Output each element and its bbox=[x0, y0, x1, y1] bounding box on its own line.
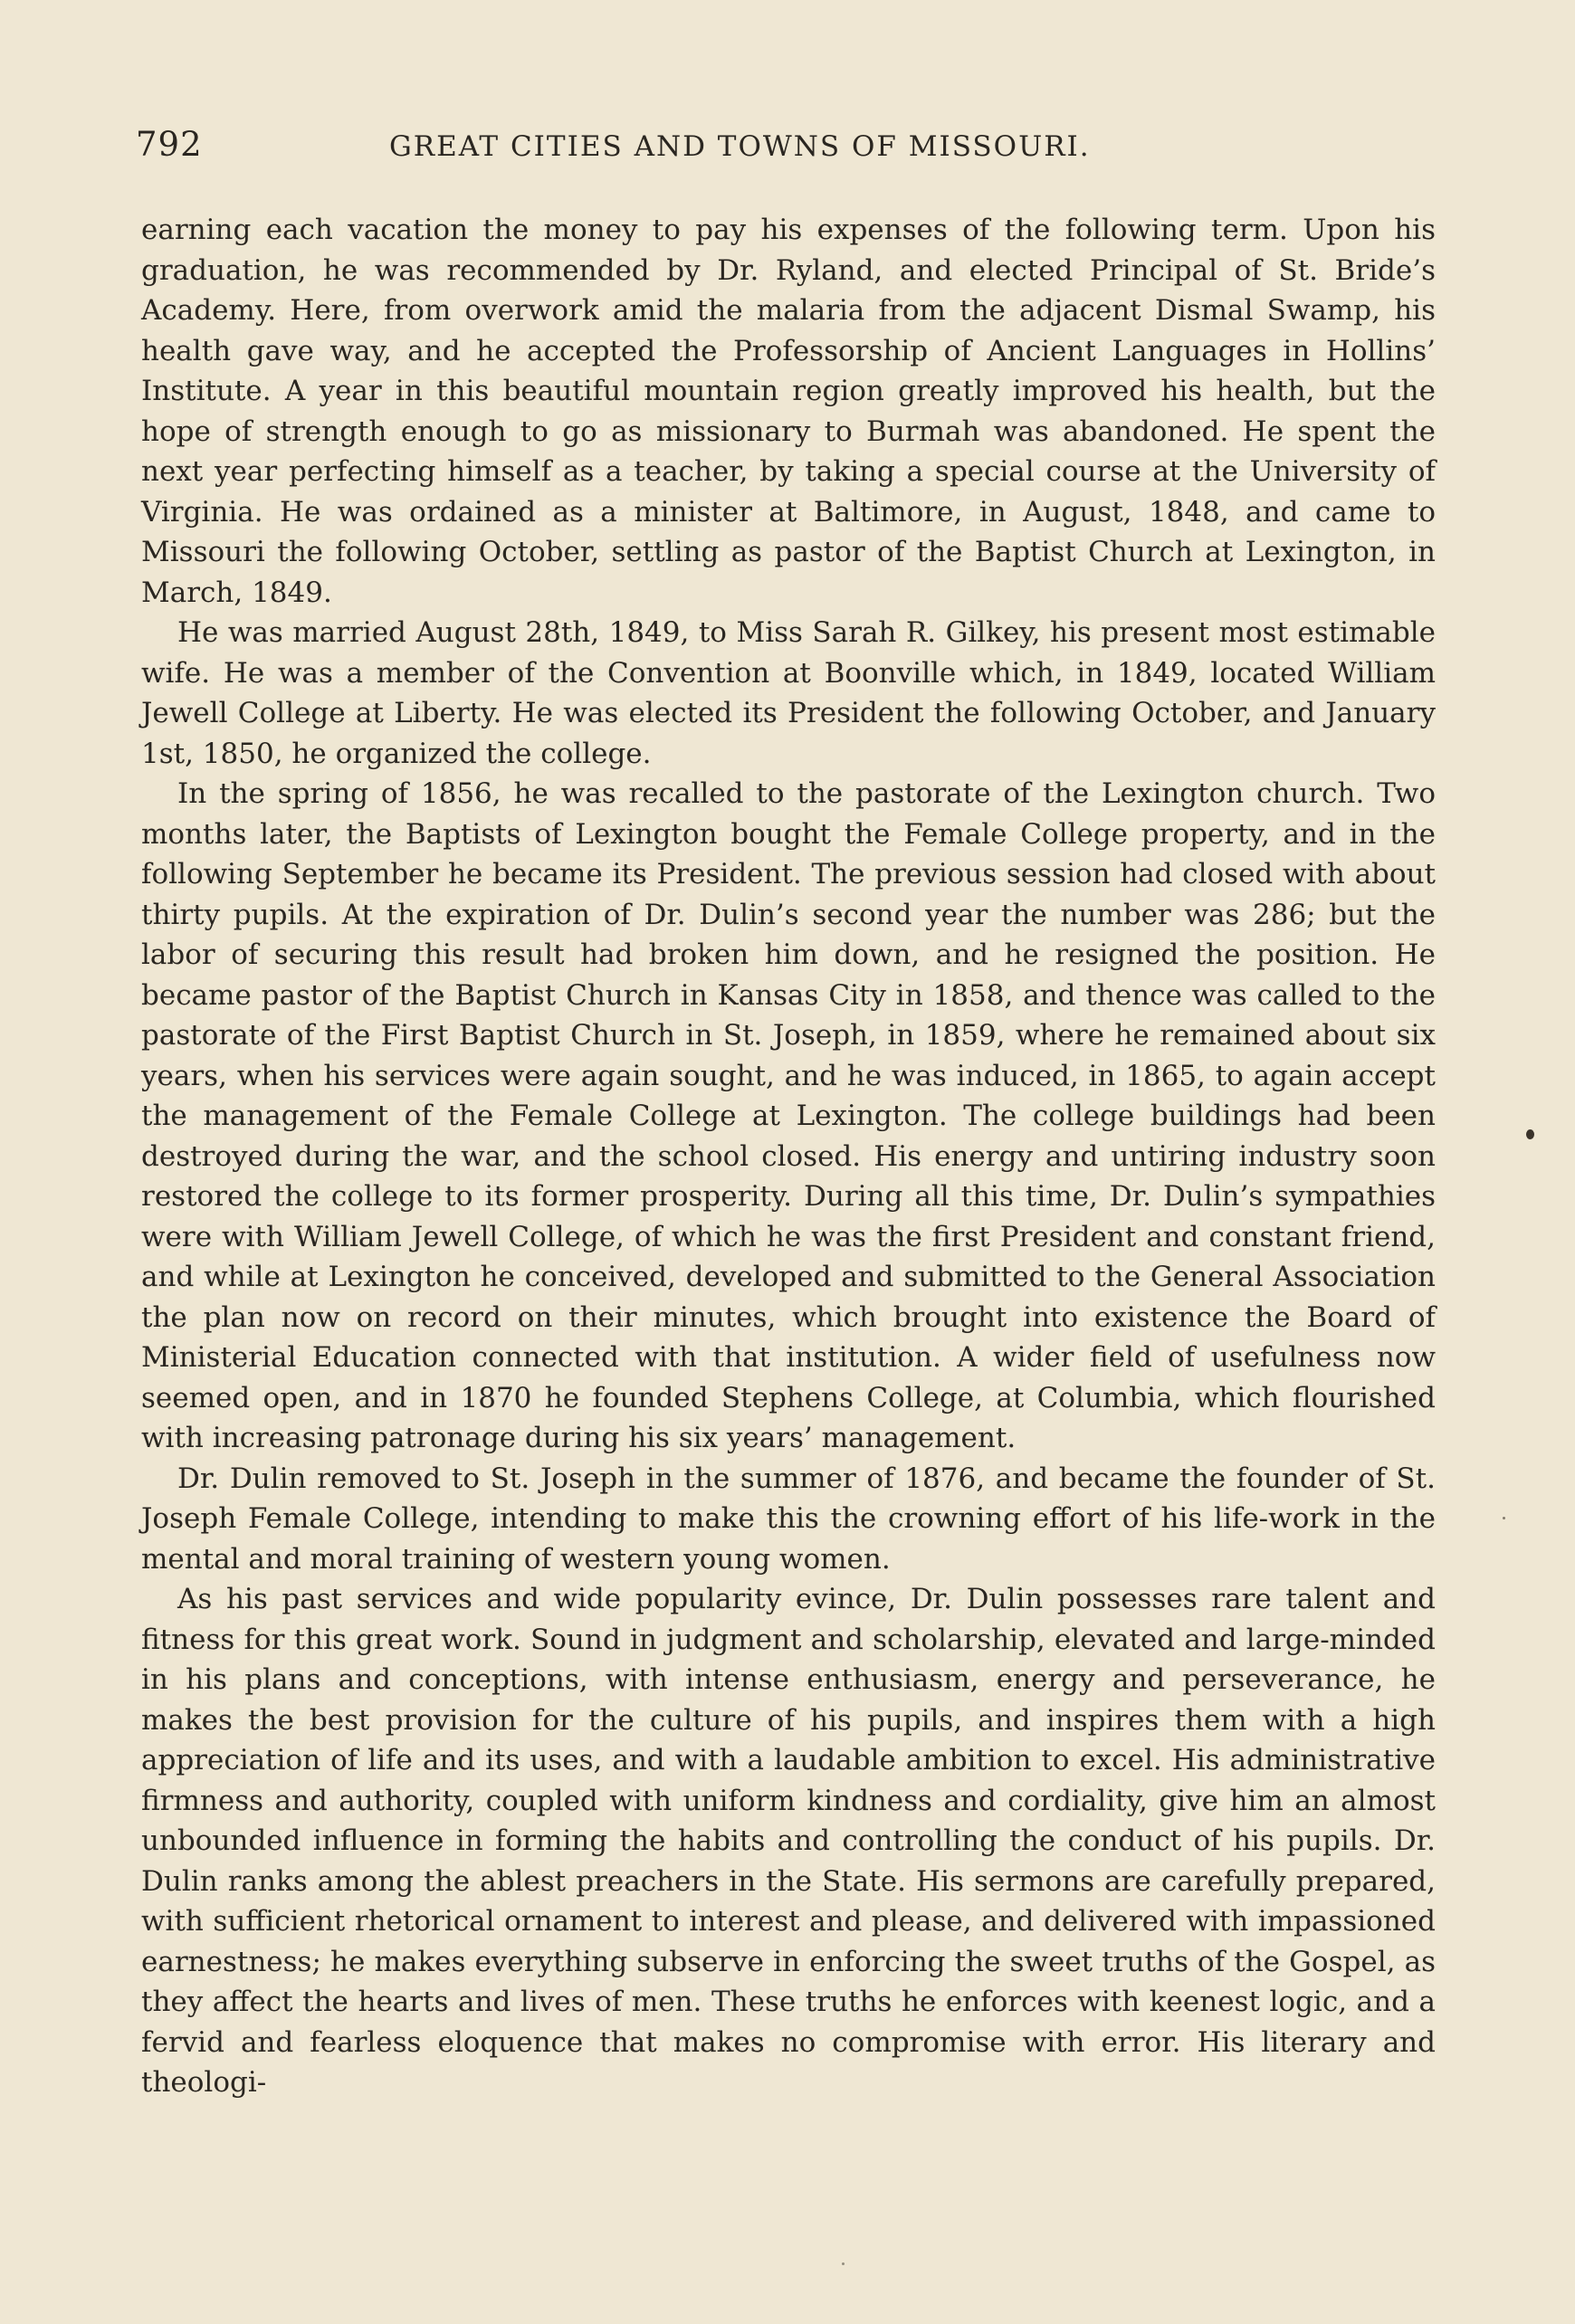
paragraph-2: He was married August 28th, 1849, to Miss Sarah R. Gilkey, his present most estimable wife. He was a member of the Convention at Boonville which, in 1849, located William Jewell College at Liberty. He was elected its President the following October, and January 1st, 1850, he organized the college. bbox=[141, 616, 1436, 770]
ink-speck bbox=[1503, 1517, 1505, 1519]
paragraph-3: In the spring of 1856, he was recalled to the pastorate of the Lexington church. Two months later, the Baptists of Lexington bought the Female College property, and in the following September he became its President. The previous session had closed with about thirty pupils. At the expiration of Dr. Dulin’s second year the number was 286; but the labor of securing this result had broken him down, and he resigned the position. He became pastor of the Baptist Church in Kansas City in 1858, and thence was called to the pastorate of the First Baptist Church in St. Joseph, in 1859, where he remained about six years, when his services were again sought, and he was induced, in 1865, to again accept the management of the Female College at Lexington. The college buildings had been destroyed during the war, and the school closed. His energy and untiring industry soon restored the college to its former prosperity. During all this time, Dr. Dulin’s sympathies were with William Jewell College, of which he was the first President and constant friend, and while at Lexington he conceived, developed and submitted to the General Association the plan now on record on their minutes, which brought into existence the Board of Ministerial Education connected with that institution. A wider field of usefulness now seemed open, and in 1870 he founded Stephens College, at Columbia, which flourished with increasing patronage during his six years’ management. bbox=[141, 777, 1436, 1454]
running-head: GREAT CITIES AND TOWNS OF MISSOURI. bbox=[389, 130, 1091, 163]
body-text bbox=[141, 210, 1436, 2103]
paragraph-5: As his past services and wide popularity evince, Dr. Dulin possesses rare talent and fitness for this great work. Sound in judgment and scholarship, elevated and large-minded in his plans and conceptions, with intense enthusiasm, energy and perseverance, he makes the best provision for the culture of his pupils, and inspires them with a high appreciation of life and its uses, and with a laudable ambition to excel. His administrative firmness and authority, coupled with uniform kindness and cordiality, give him an almost unbounded influence in forming the habits and controlling the conduct of his pupils. Dr. Dulin ranks among the ablest preachers in the State. His sermons are carefully prepared, with sufficient rhetorical ornament to interest and please, and delivered with impassioned earnestness; he makes everything subserve in enforcing the sweet truths of the Gospel, as they affect the hearts and lives of men. These truths he enforces with keenest logic, and a fervid and fearless eloquence that makes no compromise with error. His literary and theologi- bbox=[141, 1583, 1436, 2099]
ink-speck bbox=[842, 2262, 845, 2265]
page-number: 792 bbox=[136, 125, 203, 164]
paragraph-1: earning each vacation the money to pay his expenses of the following term. Upon his graduation, he was recommended by Dr. Ryland, and elected Principal of St. Bride’s Academy. Here, from overwork amid the malaria from the adjacent Dismal Swamp, his health gave way, and he accepted the Professorship of Ancient Languages in Hollins’ Institute. A year in this beautiful mountain region greatly improved his health, but the hope of strength enough to go as missionary to Burmah was abandoned. He spent the next year perfecting himself as a teacher, by taking a special course at the University of Virginia. He was ordained as a minister at Baltimore, in August, 1848, and came to Missouri the following October, settling as pastor of the Baptist Church at Lexington, in March, 1849. bbox=[141, 214, 1436, 609]
ink-speck bbox=[1526, 1129, 1534, 1139]
paragraph-4: Dr. Dulin removed to St. Joseph in the summer of 1876, and became the founder of St. Joseph Female College, intending to make this the crowning effort of his life-work in the mental and moral training of western young women. bbox=[141, 1462, 1436, 1576]
